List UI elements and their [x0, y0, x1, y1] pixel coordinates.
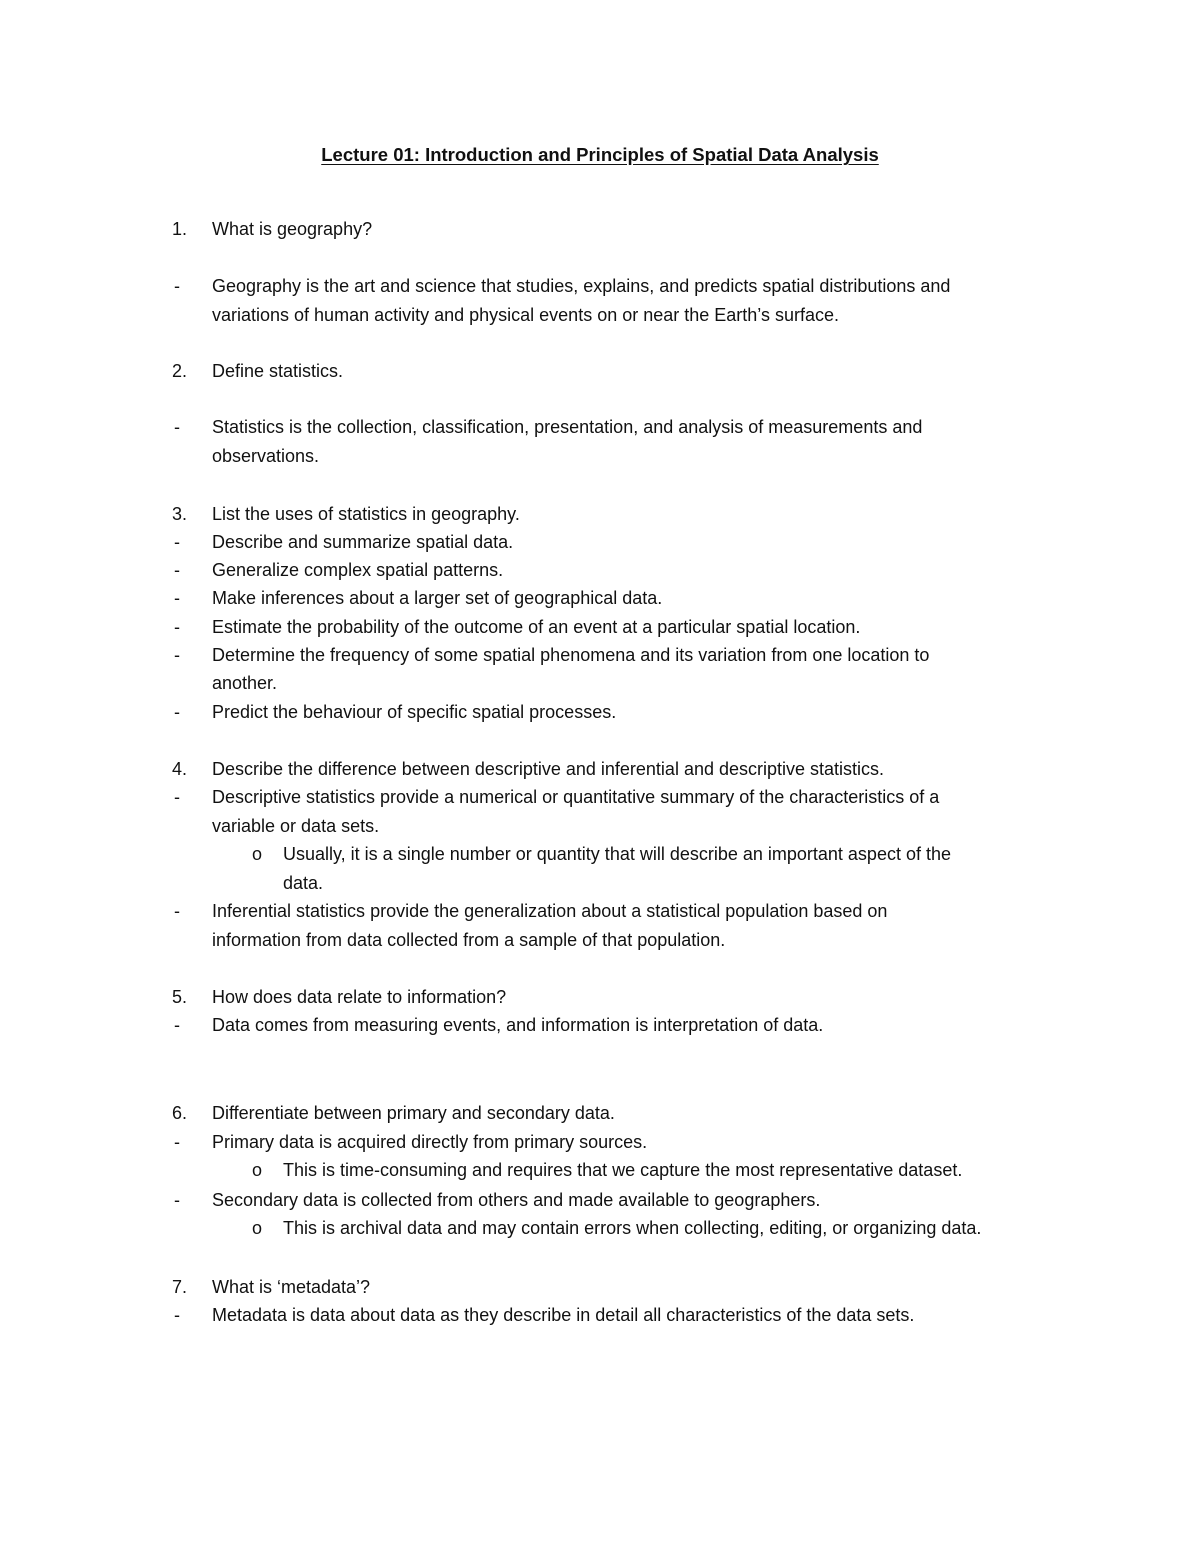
list-item-text: Make inferences about a larger set of geographical data. — [212, 588, 663, 608]
answer-text: observations. — [212, 446, 320, 466]
answer-text: Statistics is the collection, classification, presentation, and analysis of measurements and — [212, 417, 923, 437]
bullet-marker: o — [252, 1218, 263, 1238]
question-number: 5. — [172, 987, 188, 1007]
answer-text: Geography is the art and science that studies, explains, and predicts spatial distributions and — [212, 276, 951, 296]
answer-text: Inferential statistics provide the generalization about a statistical population based on — [212, 901, 888, 921]
question-number: 4. — [172, 759, 188, 779]
dash-marker: - — [174, 1015, 180, 1035]
question-text: Differentiate between primary and secondary data. — [212, 1103, 615, 1123]
dash-marker: - — [174, 645, 180, 665]
sub-bullet-text: This is time-consuming and requires that we capture the most representative dataset. — [283, 1160, 963, 1180]
list-item-text: Predict the behaviour of specific spatial processes. — [212, 702, 617, 722]
sub-bullet-text: This is archival data and may contain errors when collecting, editing, or organizing data. — [283, 1218, 982, 1238]
answer-text: Metadata is data about data as they describe in detail all characteristics of the data sets. — [212, 1305, 915, 1325]
page-title: Lecture 01: Introduction and Principles of Spatial Data Analysis — [321, 144, 879, 165]
sub-bullet-text: data. — [283, 873, 324, 893]
question-text: What is geography? — [212, 219, 373, 239]
dash-marker: - — [174, 617, 180, 637]
dash-marker: - — [174, 276, 180, 296]
question-text: List the uses of statistics in geography. — [212, 504, 520, 524]
bullet-marker: o — [252, 1160, 263, 1180]
dash-marker: - — [174, 702, 180, 722]
question-text: Describe the difference between descriptive and inferential and descriptive statistics. — [212, 759, 885, 779]
dash-marker: - — [174, 787, 180, 807]
dash-marker: - — [174, 560, 180, 580]
answer-text: variations of human activity and physical events on or near the Earth’s surface. — [212, 305, 840, 325]
list-item-text: another. — [212, 673, 278, 693]
answer-text: Descriptive statistics provide a numerical or quantitative summary of the characteristics of a — [212, 787, 940, 807]
question-number: 3. — [172, 504, 188, 524]
answer-text: variable or data sets. — [212, 816, 380, 836]
dash-marker: - — [174, 1305, 180, 1325]
bullet-marker: o — [252, 844, 263, 864]
list-item-text: Generalize complex spatial patterns. — [212, 560, 504, 580]
question-text: What is ‘metadata’? — [212, 1277, 371, 1297]
dash-marker: - — [174, 532, 180, 552]
dash-marker: - — [174, 901, 180, 921]
question-number: 6. — [172, 1103, 188, 1123]
dash-marker: - — [174, 1132, 180, 1152]
answer-text: Data comes from measuring events, and information is interpretation of data. — [212, 1015, 824, 1035]
list-item-text: Describe and summarize spatial data. — [212, 532, 514, 552]
dash-marker: - — [174, 417, 180, 437]
question-number: 7. — [172, 1277, 188, 1297]
question-text: Define statistics. — [212, 361, 344, 381]
answer-text: information from data collected from a sample of that population. — [212, 930, 726, 950]
list-item-text: Estimate the probability of the outcome of an event at a particular spatial location. — [212, 617, 861, 637]
question-number: 1. — [172, 219, 188, 239]
question-number: 2. — [172, 361, 188, 381]
answer-text: Primary data is acquired directly from primary sources. — [212, 1132, 648, 1152]
dash-marker: - — [174, 588, 180, 608]
answer-text: Secondary data is collected from others and made available to geographers. — [212, 1190, 821, 1210]
sub-bullet-text: Usually, it is a single number or quantity that will describe an important aspect of the — [283, 844, 951, 864]
question-text: How does data relate to information? — [212, 987, 507, 1007]
list-item-text: Determine the frequency of some spatial phenomena and its variation from one location to — [212, 645, 930, 665]
dash-marker: - — [174, 1190, 180, 1210]
